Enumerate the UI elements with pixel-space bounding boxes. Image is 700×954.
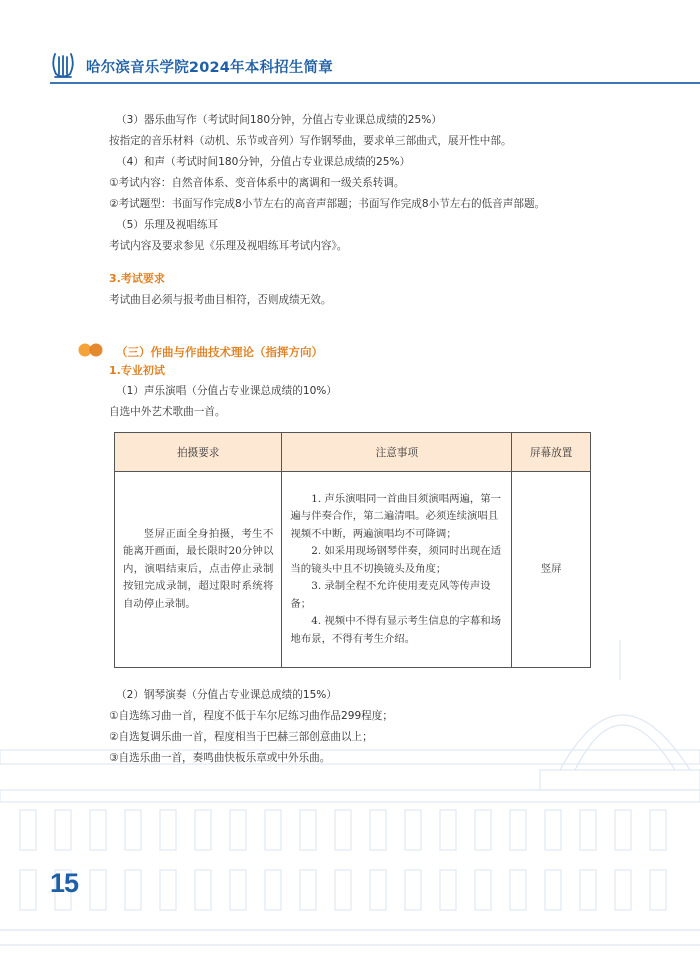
harmony-question-type: ②考试题型：书面写作完成8小节左右的高音声部题；书面写作完成8小节左右的低音声部题。 [109,198,546,210]
note-item: 2. 如采用现场钢琴伴奏，须同时出现在适当的镜头中且不切换镜头及角度； [290,545,502,575]
page-number: 15 [50,868,79,898]
header-divider [50,82,700,84]
harmony-content: ①考试内容：自然音体系、变音体系中的离调和一级关系转调。 [109,177,405,189]
table-header-row [115,433,591,472]
screen-placement-cell: 竖屏 [512,472,591,668]
piano-requirement: ②自选复调乐曲一首，程度相当于巴赫三部创意曲以上； [109,731,373,743]
note-item: 3. 录制全程不允许使用麦克风等传声设备； [290,580,491,610]
table-header-notes: 注意事项 [282,433,512,472]
section-bullet-icon [77,343,105,357]
page-header-title: 哈尔滨音乐学院2024年本科招生简章 [86,60,333,76]
note-item: 1. 声乐演唱同一首曲目须演唱两遍，第一遍与伴奏合作，第二遍清唱。必须连续演唱且视频不中断，两遍演唱均不可降调； [290,492,502,540]
piano-performance-item: （2）钢琴演奏（分值占专业课总成绩的15%） [116,689,337,701]
piano-requirement: ①自选练习曲一首，程度不低于车尔尼练习曲作品299程度； [109,710,393,722]
harmony-item-4: （4）和声（考试时间180分钟，分值占专业课总成绩的25%） [116,156,411,168]
exam-requirements-text: 考试曲目必须与报考曲目相符，否则成绩无效。 [109,294,332,306]
table-header-shooting: 拍摄要求 [115,433,282,472]
note-item: 4. 视频中不得有显示考生信息的字幕和场地布景，不得有考生介绍。 [290,615,502,645]
notes-cell [282,472,512,668]
lyre-logo-icon [50,50,76,80]
table-row [115,472,591,668]
composition-item-3: （3）器乐曲写作（考试时间180分钟，分值占专业课总成绩的25%） [116,114,442,126]
vocal-performance-desc: 自选中外艺术歌曲一首。 [109,406,226,418]
vocal-performance-item: （1）声乐演唱（分值占专业课总成绩的10%） [116,385,337,397]
section-title: （三）作曲与作曲技术理论（指挥方向） [116,345,323,359]
exam-requirements-heading: 3.考试要求 [109,272,165,285]
piano-requirement: ③自选乐曲一首，奏鸣曲快板乐章或中外乐曲。 [109,752,331,764]
recording-requirements-table [114,432,591,668]
music-theory-desc: 考试内容及要求参见《乐理及视唱练耳考试内容》。 [109,240,348,252]
table-header-screen: 屏幕放置 [512,433,591,472]
music-theory-item-5: （5）乐理及视唱练耳 [116,219,219,231]
shooting-requirements-cell: 竖屏正面全身拍摄，考生不能离开画面，最长限时20分钟以内，演唱结束后，点击停止录制按钮完成录制，超过限时系统将自动停止录制。 [115,472,282,668]
preliminary-exam-heading: 1.专业初试 [109,364,165,377]
composition-item-3-desc: 按指定的音乐材料（动机、乐节或音列）写作钢琴曲，要求单三部曲式，展开性中部。 [109,135,512,147]
